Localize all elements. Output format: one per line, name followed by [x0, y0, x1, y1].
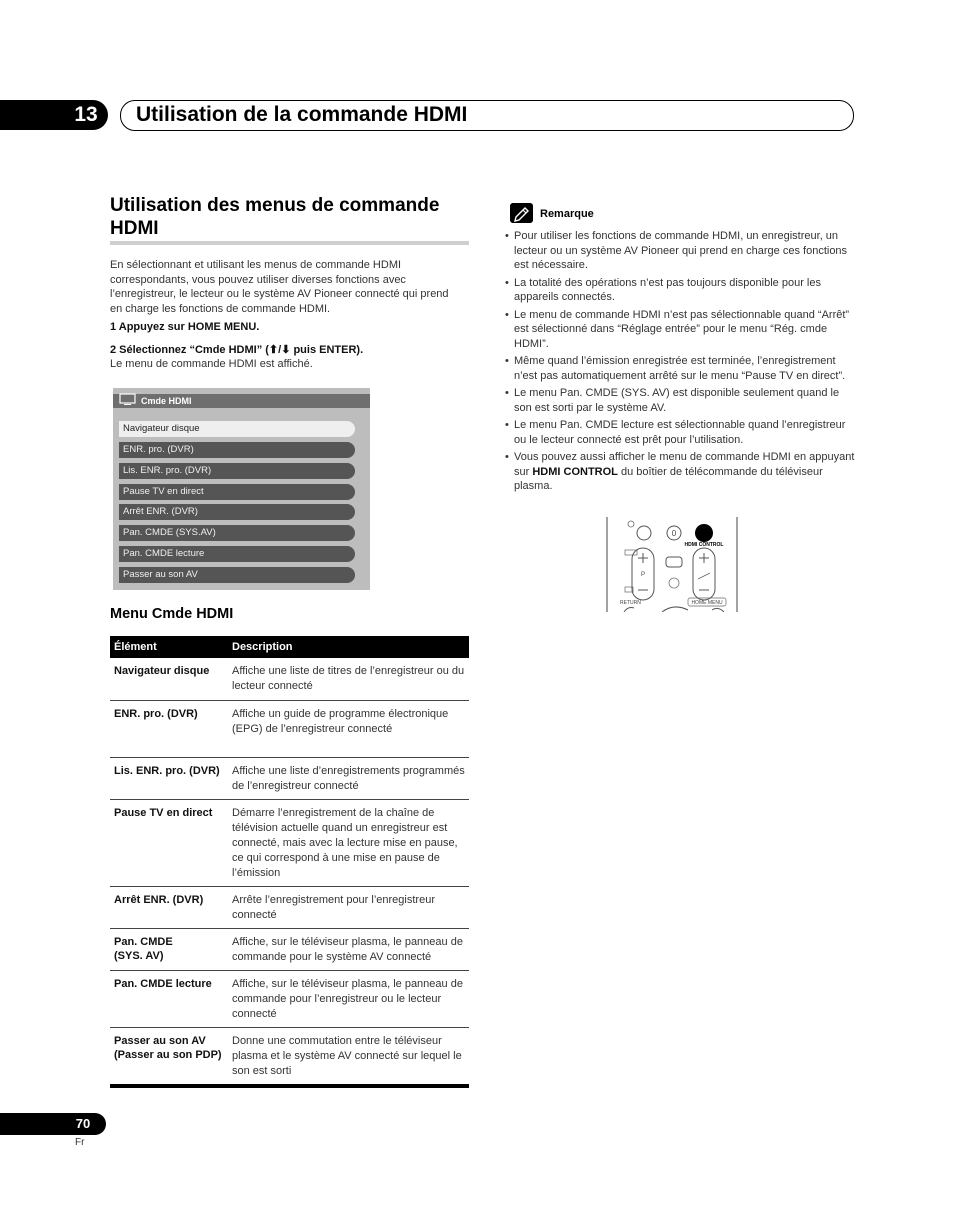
row-description: Démarre l’enregistrement de la chaîne de télévision actuelle quand un enregistreur est connecté, mais avec la lecture mise en pause, ce qui correspond à une mise en pause de l’émission — [232, 807, 458, 879]
home-menu-label: HOME MENU — [691, 600, 723, 606]
row-description: Affiche une liste d’enregistrements programmés de l’enregistreur connecté — [232, 765, 465, 792]
note-item: • Le menu de commande HDMI n’est pas sélectionnable quand “Arrêt” est sélectionné dans “Réglage entrée” pour le menu “Rég. cmde HDMI”. — [505, 308, 855, 352]
step-2-note: Le menu de commande HDMI est affiché. — [110, 358, 313, 370]
menu-item: Pause TV en direct — [119, 484, 355, 500]
column-header-description: Description — [232, 641, 293, 653]
chapter-number: 13 — [74, 103, 98, 126]
note-pencil-icon — [510, 203, 533, 223]
table-row — [110, 1028, 469, 1084]
return-label: RETURN — [620, 600, 641, 606]
note-title: Remarque — [540, 208, 594, 220]
menu-item: Lis. ENR. pro. (DVR) — [119, 463, 355, 479]
row-description: Affiche une liste de titres de l’enregistreur ou du lecteur connecté — [232, 665, 465, 692]
menu-item: Pan. CMDE (SYS.AV) — [119, 525, 355, 541]
table-header — [110, 636, 469, 658]
row-description: Affiche un guide de programme électronique (EPG) de l’enregistreur connecté — [232, 708, 449, 735]
table-row — [110, 701, 469, 758]
step-1: 1 Appuyez sur HOME MENU. — [110, 321, 260, 333]
note-item: • Pour utiliser les fonctions de commande HDMI, un enregistreur, un lecteur ou un système AV Pioneer qui prend en charge ces fonctions est nécessaire. — [505, 229, 855, 273]
table-row — [110, 887, 469, 929]
remote-control-illustration — [604, 517, 740, 612]
row-item: Arrêt ENR. (DVR) — [114, 894, 204, 906]
section-title: Utilisation des menus de commande HDMI — [110, 195, 440, 239]
chapter-title: Utilisation de la commande HDMI — [136, 103, 468, 126]
table-row — [110, 971, 469, 1028]
row-description: Affiche, sur le téléviseur plasma, le panneau de commande pour le système AV connecté — [232, 936, 463, 963]
table-heading: Menu Cmde HDMI — [110, 606, 234, 622]
menu-title: Cmde HDMI — [141, 396, 192, 406]
hdmi-control-label: HDMI CONTROL — [684, 542, 724, 548]
page-language: Fr — [75, 1137, 85, 1148]
table-row — [110, 658, 469, 701]
row-item: ENR. pro. (DVR) — [114, 708, 198, 720]
row-description: Affiche, sur le téléviseur plasma, le panneau de commande pour l’enregistreur ou le lecteur connecté — [232, 978, 463, 1020]
note-item: • Vous pouvez aussi afficher le menu de commande HDMI en appuyant sur HDMI CONTROL du boîtier de télécommande du téléviseur plasma. — [505, 450, 855, 494]
note-item: • Même quand l’émission enregistrée est terminée, l’enregistrement n’est pas automatiquement arrêté sur le menu “Pause TV en direct”. — [505, 354, 855, 383]
tv-icon — [119, 393, 136, 405]
zero-label: 0 — [671, 529, 677, 538]
intro-paragraph: En sélectionnant et utilisant les menus de commande HDMI correspondants, vous pouvez utiliser diverses fonctions avec l’enregistreur, le lecteur ou le système AV Pioneer connecté qui prend en charge les fonctions de commande HDMI. — [110, 259, 449, 315]
menu-item: Navigateur disque — [119, 421, 355, 437]
row-item: Passer au son AV (Passer au son PDP) — [114, 1035, 222, 1061]
hdmi-menu-screen — [113, 388, 370, 590]
row-description: Donne une commutation entre le téléviseur plasma et le système AV connecté sur lequel le son est sorti — [232, 1035, 462, 1077]
row-item: Pan. CMDE lecture — [114, 978, 212, 990]
menu-item: Pan. CMDE lecture — [119, 546, 355, 562]
note-item: • La totalité des opérations n’est pas toujours disponible pour les appareils connectés. — [505, 276, 855, 305]
menu-item: Passer au son AV — [119, 567, 355, 583]
page-number: 70 — [75, 1116, 91, 1131]
menu-table — [110, 636, 469, 1088]
row-item: Pause TV en direct — [114, 807, 213, 819]
menu-item: Arrêt ENR. (DVR) — [119, 504, 355, 520]
row-item: Pan. CMDE (SYS. AV) — [114, 936, 173, 962]
table-row — [110, 929, 469, 971]
section-rule — [110, 241, 469, 245]
row-item: Lis. ENR. pro. (DVR) — [114, 765, 220, 777]
table-bottom-rule — [110, 1084, 469, 1088]
table-row — [110, 800, 469, 887]
row-description: Arrête l’enregistrement pour l’enregistreur connecté — [232, 894, 435, 921]
step-2: 2 Sélectionnez “Cmde HDMI” (⬆/⬇ puis ENTER). — [110, 344, 364, 356]
row-item: Navigateur disque — [114, 665, 210, 677]
column-header-element: Élément — [114, 641, 157, 653]
note-item: • Le menu Pan. CMDE lecture est sélectionnable quand l’enregistreur ou le lecteur connecté est prêt pour l’utilisation. — [505, 418, 855, 447]
channel-label: P — [640, 572, 646, 578]
note-list — [505, 229, 855, 497]
hdmi-control-emphasis: HDMI CONTROL — [532, 465, 618, 478]
menu-item: ENR. pro. (DVR) — [119, 442, 355, 458]
note-item: • Le menu Pan. CMDE (SYS. AV) est disponible seulement quand le son est sorti par le système AV. — [505, 386, 855, 415]
table-row — [110, 758, 469, 800]
